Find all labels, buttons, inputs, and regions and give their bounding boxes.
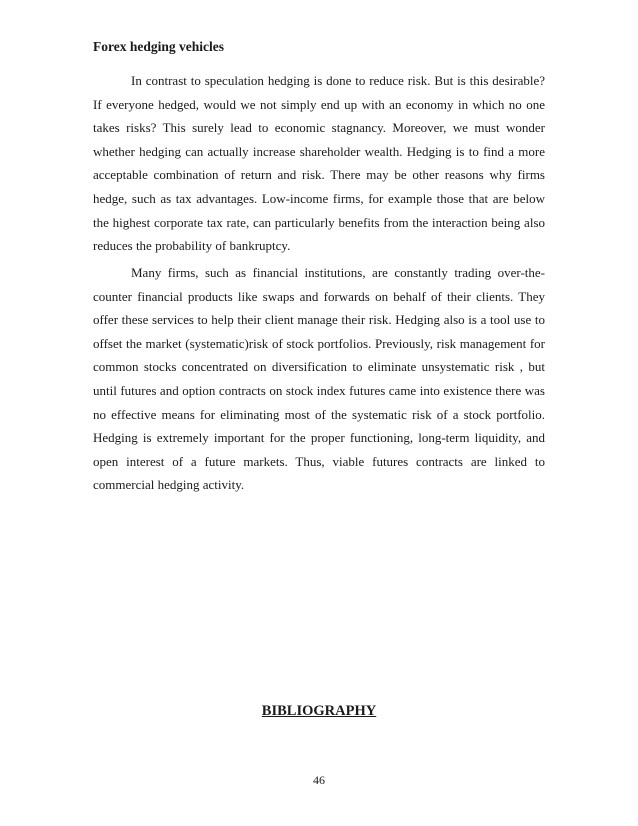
paragraph-hedging-purpose: In contrast to speculation hedging is done to reduce risk. But is this desirable? If everyone hedged, would we not simply end up with an economy in which no one takes risks? This surely lead to economic stagnancy. Moreover, we must wonder whether hedging can actually increase shareholder wealth. Hedging is to find a more acceptable combination of return and risk. There may be other reasons why firms hedge, such as tax advantages. Low-income firms, for example those that are below the highest corporate tax rate, can particularly benefits from the interaction being also reduces the probability of bankruptcy.	[93, 73, 545, 254]
section-heading: Forex hedging vehicles	[93, 39, 224, 54]
page-number: 46	[313, 773, 325, 787]
paragraph-hedging-firms: Many firms, such as financial institutions, are constantly trading over-the-counter financial products like swaps and forwards on behalf of their clients. They offer these services to help their client manage their risk. Hedging also is a tool use to offset the market (systematic)risk of stock portfolios. Previously, risk management for common stocks concentrated on diversification to eliminate unsystematic risk , but until futures and option contracts on stock index futures came into existence there was no effective means for eliminating most of the systematic risk of a stock portfolio. Hedging is extremely important for the proper functioning, long-term liquidity, and open interest of a future markets. Thus, viable futures contracts are linked to commercial hedging activity.	[93, 265, 545, 493]
bibliography-heading: BIBLIOGRAPHY	[261, 703, 377, 719]
